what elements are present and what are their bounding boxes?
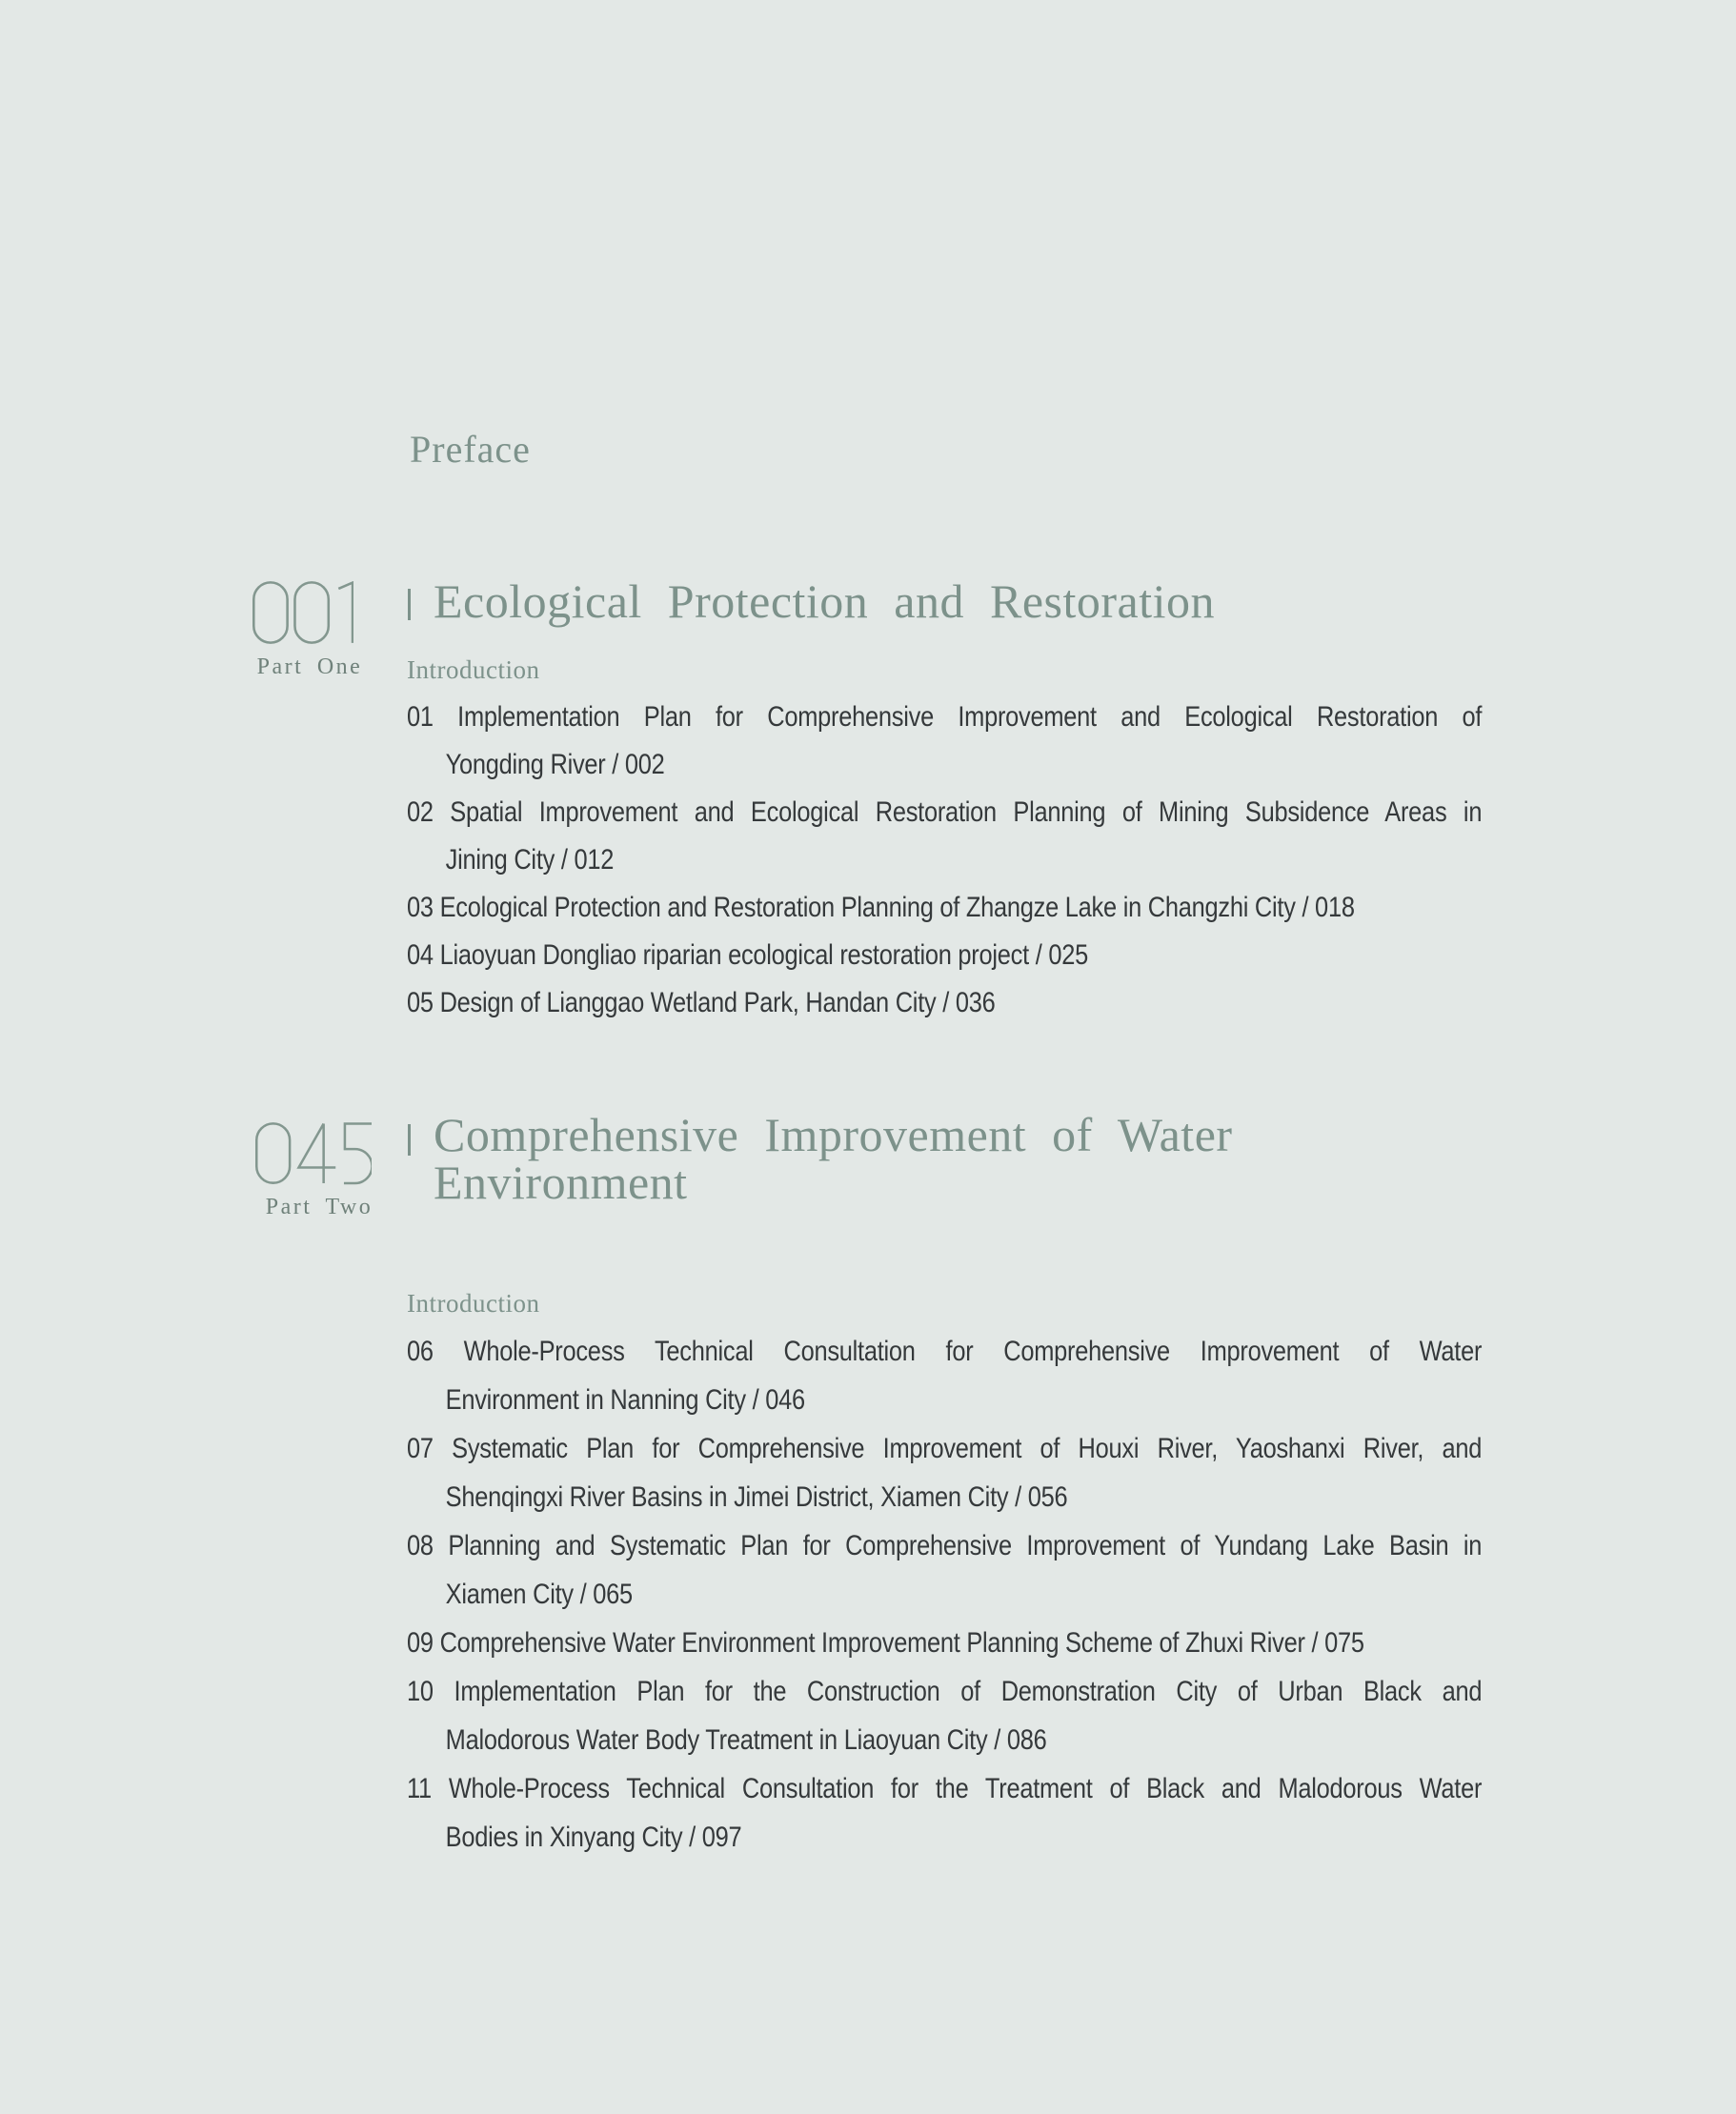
toc-item-line	[407, 836, 1482, 884]
toc-item-number: 06	[407, 1336, 434, 1367]
part-start-page-number	[252, 581, 353, 645]
toc-item-text-with-page: Environment in Nanning City / 046	[445, 1384, 805, 1416]
title-divider-bar	[408, 1124, 411, 1156]
toc-item-line	[407, 1327, 1482, 1376]
toc-item-line	[407, 979, 1482, 1027]
toc-item-number: 09	[407, 1627, 434, 1659]
toc-item-line	[407, 1424, 1482, 1473]
toc-item-number: 11	[407, 1773, 432, 1804]
part-start-page-number	[255, 1122, 372, 1185]
toc-item-text-with-page: Bodies in Xinyang City / 097	[445, 1822, 742, 1853]
toc-item-line	[407, 1570, 1482, 1619]
toc-item-text-with-page: Design of Lianggao Wetland Park, Handan City / 036	[439, 987, 996, 1018]
toc-item-text-with-page: Comprehensive Water Environment Improvement Planning Scheme of Zhuxi River / 075	[439, 1627, 1364, 1659]
title-divider-bar	[408, 589, 411, 620]
toc-item-text-with-page: Yongding River / 002	[445, 749, 665, 780]
toc-item-line	[407, 1813, 1482, 1862]
toc-item-number: 02	[407, 796, 434, 828]
toc-item-text-with-page: Xiamen City / 065	[445, 1579, 633, 1610]
toc-item-line	[407, 1473, 1482, 1521]
toc-item-line	[407, 694, 1482, 741]
toc-item-list	[407, 1327, 1482, 1862]
toc-item-number: 03	[407, 892, 434, 923]
toc-item-number: 10	[407, 1676, 434, 1707]
toc-item-text-with-page: Shenqingxi River Basins in Jimei District, Xiamen City / 056	[445, 1481, 1068, 1513]
toc-item-line	[407, 1716, 1482, 1764]
introduction-label: Introduction	[407, 655, 540, 684]
toc-item-number: 01	[407, 701, 434, 733]
introduction-label: Introduction	[407, 1289, 540, 1318]
toc-item-line	[407, 1521, 1482, 1570]
toc-item-line	[407, 789, 1482, 836]
toc-item-text: Planning and Systematic Plan for Comprehensive Improvement of Yundang Lake Basin in	[448, 1530, 1483, 1561]
toc-item-number: 04	[407, 939, 434, 971]
toc-item-text-with-page: Ecological Protection and Restoration Planning of Zhangze Lake in Changzhi City / 018	[439, 892, 1355, 923]
toc-item-text: Implementation Plan for Comprehensive Improvement and Ecological Restoration of	[457, 701, 1483, 733]
toc-item-line	[407, 1619, 1482, 1667]
part-label: Part One	[256, 654, 363, 679]
toc-item-text: Whole-Process Technical Consultation for the Treatment of Black and Malodorous Water	[448, 1773, 1483, 1804]
toc-item-list	[407, 694, 1482, 1027]
toc-item-line	[407, 1764, 1482, 1813]
toc-item-line	[407, 884, 1482, 932]
part-title	[434, 574, 1216, 628]
toc-item-line	[407, 741, 1482, 789]
toc-item-text-with-page: Liaoyuan Dongliao riparian ecological restoration project / 025	[439, 939, 1088, 971]
toc-item-line	[407, 932, 1482, 979]
part-title	[434, 1108, 1233, 1209]
toc-item-text-with-page: Malodorous Water Body Treatment in Liaoyuan City / 086	[445, 1724, 1047, 1756]
toc-item-text: Spatial Improvement and Ecological Restoration Planning of Mining Subsidence Areas in	[450, 796, 1483, 828]
part-title-line: Comprehensive Improvement of Water	[434, 1108, 1233, 1161]
preface-heading: Preface	[410, 428, 531, 471]
toc-item-line	[407, 1667, 1482, 1716]
toc-item-text: Whole-Process Technical Consultation for Comprehensive Improvement of Water	[463, 1336, 1483, 1367]
part-label: Part Two	[265, 1195, 373, 1219]
toc-item-number: 08	[407, 1530, 434, 1561]
toc-item-number: 05	[407, 987, 434, 1018]
part-title-line: Ecological Protection and Restoration	[434, 574, 1216, 628]
toc-item-number: 07	[407, 1433, 434, 1464]
toc-item-text: Systematic Plan for Comprehensive Improvement of Houxi River, Yaoshanxi River, and	[452, 1433, 1483, 1464]
toc-item-line	[407, 1376, 1482, 1424]
toc-item-text: Implementation Plan for the Construction of Demonstration City of Urban Black and	[454, 1676, 1483, 1707]
part-title-line: Environment	[434, 1156, 688, 1209]
toc-item-text-with-page: Jining City / 012	[445, 844, 615, 876]
